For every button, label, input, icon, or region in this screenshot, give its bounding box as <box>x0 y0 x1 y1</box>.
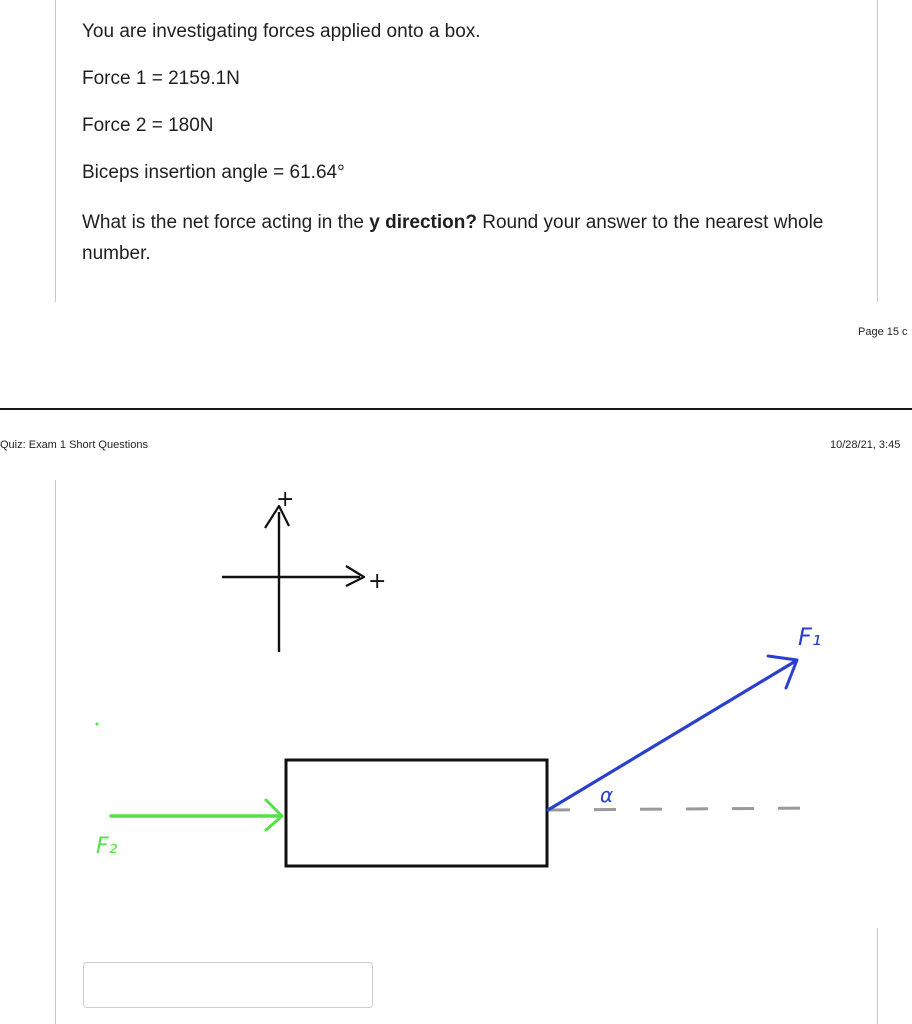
force1-arrowhead <box>768 656 797 688</box>
angle-alpha-symbol: α <box>600 783 614 807</box>
force2-value: Force 2 = 180N <box>82 115 214 136</box>
x-axis-plus-label: + <box>368 569 387 594</box>
horizontal-reference-dashed <box>548 808 812 810</box>
prompt-emphasis: y direction? <box>369 212 477 233</box>
stray-mark <box>96 723 99 726</box>
prompt-text-1: What is the net force acting in the <box>82 212 370 233</box>
prompt-text-2: Round your answer to the nearest whole number. <box>82 212 824 264</box>
angle-value: Biceps insertion angle = 61.64° <box>82 162 345 183</box>
page-number: Page 15 c <box>858 326 908 338</box>
box-object <box>286 760 547 866</box>
card-right-border <box>877 0 878 302</box>
force1-value: Force 1 = 2159.1N <box>82 68 240 89</box>
force2-label: F₂ <box>96 834 118 859</box>
card2-right-border <box>877 928 878 1024</box>
quiz-title: Quiz: Exam 1 Short Questions <box>0 439 148 451</box>
question-intro: You are investigating forces applied onto a box. <box>82 21 481 42</box>
y-axis-plus-label: + <box>276 487 295 512</box>
force1-label: F₁ <box>798 623 822 651</box>
axes <box>222 487 386 652</box>
print-timestamp: 10/28/21, 3:45 <box>830 439 901 451</box>
force1-arrow <box>548 662 794 810</box>
question-prompt <box>82 207 862 269</box>
force-diagram <box>0 470 912 900</box>
answer-input[interactable] <box>83 962 373 1008</box>
page-separator <box>0 408 912 410</box>
card-left-border <box>55 0 56 302</box>
